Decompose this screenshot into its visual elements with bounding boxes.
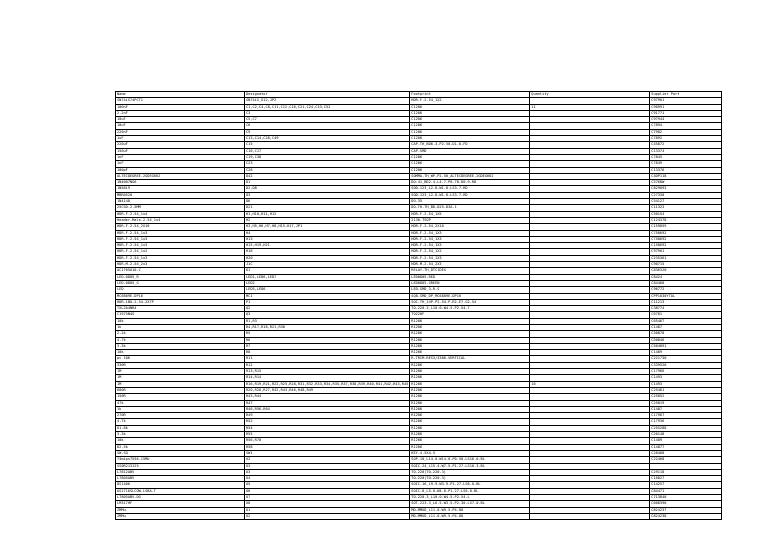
cell-supplier-part: C13374 [650, 148, 722, 154]
cell-footprint: SOP-10_L14.0-W14.0-P0.50-LS16.0-BL [410, 457, 530, 463]
cell-name: Header-Male-2.54_1x4 [116, 217, 245, 223]
cell-supplier-part: C504891 [650, 343, 722, 349]
cell-name: HDR-F-2.54_1x3 [116, 243, 245, 249]
cell-supplier-part: C27330 [650, 192, 722, 198]
cell-name: 2.2k [116, 331, 245, 337]
cell-designator: U4 [245, 476, 410, 482]
cell-footprint: C1206 [410, 154, 530, 160]
cell-name: LED [116, 287, 245, 293]
cell-designator: C19,C38 [245, 154, 410, 160]
cell-supplier-part: C1489 [650, 438, 722, 444]
cell-footprint: C1206 [410, 161, 530, 167]
cell-supplier-part: C713840 [650, 495, 722, 501]
cell-footprint: R1206 [410, 419, 530, 425]
cell-footprint: SOIC-16_L9.9-W3.9-P1.27-LS6.0-BL [410, 482, 530, 488]
cell-supplier-part: C836320 [650, 268, 722, 274]
cell-name: 61.8k [116, 425, 245, 431]
cell-name: SW-SQ [116, 450, 245, 456]
cell-supplier-part: C17966 [650, 369, 722, 375]
cell-supplier-part: C54127 [650, 199, 722, 205]
cell-name: 1nF [116, 154, 245, 160]
cell-footprint: HDR-F-2.54_1X3 [410, 230, 530, 236]
cell-supplier-part: C50846 [650, 337, 722, 343]
cell-designator: H15,H19,H21 [245, 243, 410, 249]
cell-designator: R16,R19,R21,R22,R25,R28,R31,R32,R33,R34,R35,R37,R38,R39,R40,R41,R42,R43,R45 [246, 381, 409, 386]
cell-name: 1k [116, 324, 245, 330]
cell-supplier-part: C159859 [650, 224, 722, 230]
cell-designator: LED5,LED6 [245, 287, 410, 293]
cell-name: ALTECDEGREE-2GDEG662 [116, 173, 245, 179]
cell-name: 1M [116, 369, 245, 375]
cell-footprint: DO-TH-TH_BD-D25-D3A-1 [410, 205, 530, 211]
cell-designator: R47 [245, 400, 410, 406]
cell-supplier-part: C4DP118 [650, 173, 722, 179]
cell-name: L7805ABV [116, 476, 245, 482]
cell-supplier-part: C750692 [650, 230, 722, 236]
cell-name: SS0R213125 [116, 463, 245, 469]
cell-name: 2.2nF [116, 110, 245, 116]
cell-footprint: TO-220-3_L10.0-W4.5-P2.54-T [410, 306, 530, 312]
cell-footprint: C1206 [410, 123, 530, 129]
cell-footprint: R1206 [410, 387, 530, 393]
cell-footprint: R1206 [410, 413, 530, 419]
cell-designator: R56,R70 [245, 438, 410, 444]
cell-footprint: R1206 [410, 362, 530, 368]
cell-footprint: HDR-F-2.54_1X2 [410, 98, 530, 104]
cell-designator: C9 [245, 129, 410, 135]
cell-name: HDR-F-2.54_1x3 [116, 236, 245, 242]
cell-footprint: DO-35 [410, 199, 530, 205]
cell-supplier-part: C14257 [650, 482, 722, 488]
cell-supplier-part: C84468 [650, 280, 722, 286]
cell-designator: D6 [245, 199, 410, 205]
cell-designator: H20 [245, 255, 410, 261]
cell-name: 25CSD-2.5MM [116, 205, 245, 211]
cell-name: HDR-F-2.54_1x3 [116, 230, 245, 236]
cell-designator: C3 [245, 110, 410, 116]
cell-name: LED-0805_R [116, 274, 245, 280]
cell-designator: C13,C14,C28,C49 [245, 136, 410, 142]
cell-designator: J1C [245, 262, 410, 268]
cell-name: 220nF [116, 129, 245, 135]
cell-designator: C26 [245, 167, 410, 173]
cell-name: LM317HF [116, 501, 245, 507]
cell-footprint: DO-41_BD2.4-L4.7-P8.70-D0.9-RD [410, 180, 530, 186]
cell-supplier-part: C16827 [650, 476, 722, 482]
cell-supplier-part: C1493 [650, 375, 722, 381]
cell-footprint: R1206 [410, 394, 530, 400]
cell-footprint: CAP-SMD [410, 148, 530, 154]
cell-quantity: 16 [530, 381, 650, 387]
cell-designator: U2 [245, 513, 410, 519]
bom-table [115, 91, 722, 520]
cell-name: 4.7k [116, 337, 245, 343]
cell-name: 1k [116, 406, 245, 412]
cell-supplier-part: C38774 [650, 306, 722, 312]
cell-footprint: R1206 [410, 432, 530, 438]
cell-designator: R20,R26,R27,R42,R43,R46,R48,R49 [245, 387, 410, 393]
cell-footprint: C1206 [410, 167, 530, 173]
cell-supplier-part: C1487 [650, 324, 722, 330]
cell-designator: D2,D8 [245, 186, 410, 192]
cell-supplier-part: C91771 [650, 110, 722, 116]
cell-name: 10k [116, 350, 245, 356]
cell-name: 270R [116, 413, 245, 419]
cell-footprint: TO-220-3_L10.0-W4.5-P2.54-L [410, 495, 530, 501]
cell-footprint: 2130-TSOP [410, 217, 530, 223]
cell-designator: H16 [245, 249, 410, 255]
cell-name: HDR-F-2.54_1x2 [116, 249, 245, 255]
cell-designator: MC1 [245, 293, 410, 299]
cell-designator: R46,R56,R64 [245, 406, 410, 412]
cell-name: 10uF [116, 117, 245, 123]
cell-name: 100pF [116, 167, 245, 173]
cell-supplier-part: C824238 [650, 513, 722, 519]
cell-supplier-part: C28468 [650, 450, 722, 456]
cell-supplier-part: C829093 [650, 186, 722, 192]
cell-footprint: SOMMA-TH_WP-P2.50_ALTECDEGREE-2GDEG662 [410, 173, 530, 179]
cell-supplier-part: C124378 [650, 217, 722, 223]
cell-supplier-part: C45872 [650, 142, 722, 148]
cell-designator: U6 [245, 488, 410, 494]
cell-footprint: R1206 [410, 425, 530, 431]
column-header-footprint: Footprint [410, 92, 530, 98]
cell-supplier-part: C97944 [650, 117, 722, 123]
cell-footprint: SOD-123_L2.8-W1.8-LS3.7-RD [410, 186, 530, 192]
cell-designator: U3 [245, 463, 410, 469]
cell-name: AC1705A10-C [116, 268, 245, 274]
cell-footprint: RELAY-TH_DTC1DEX [410, 268, 530, 274]
cell-designator: SN74LS_U12,JP2 [245, 98, 410, 104]
cell-name: SN74LS74PCT1 [116, 98, 245, 104]
cell-designator: Q2 [245, 306, 410, 312]
cell-supplier-part: C25052 [650, 394, 722, 400]
cell-supplier-part: C13376 [650, 167, 722, 173]
cell-footprint: SOD-123_L2.8-W1.8-LS3.7-RD [410, 192, 530, 198]
cell-name: ZMMu [116, 513, 245, 519]
cell-designator: H2 [245, 217, 410, 223]
column-header-supplier-part: Supplier Part [650, 92, 722, 98]
cell-name: 74mips7556-15MU [116, 457, 245, 463]
cell-name: 150uF [116, 148, 245, 154]
cell-designator: R54 [245, 425, 410, 431]
cell-name: ZMMu [116, 507, 245, 513]
cell-quantity: 11 [530, 104, 650, 110]
table-body [116, 98, 722, 520]
cell-footprint: LED-SMD_3-R-S [410, 287, 530, 293]
cell-name: LED-0805_G [116, 280, 245, 286]
cell-footprint: TO220F [410, 312, 530, 318]
cell-footprint: R1206 [410, 375, 530, 381]
column-header-name: Name [116, 92, 245, 98]
cell-footprint: CAP-TH_BD6.3-P2.50-D1.0-FD [410, 142, 530, 148]
cell-supplier-part: C158692 [650, 243, 722, 249]
cell-designator: C23 [245, 161, 410, 167]
cell-supplier-part: C17936 [650, 419, 722, 425]
cell-designator: C16,C17 [245, 148, 410, 154]
cell-supplier-part: C758692 [650, 236, 722, 242]
cell-footprint: SOIC-24_L15.4-W7.5-P1.27-LS10.3-BL [410, 463, 530, 469]
cell-supplier-part: C1487 [650, 406, 722, 412]
cell-designator: K1 [245, 268, 410, 274]
cell-footprint: R1206 [410, 400, 530, 406]
cell-designator: U5 [245, 482, 410, 488]
cell-name: 3.3k [116, 432, 245, 438]
cell-name: AS2716SLCOW-LSBA-T [116, 488, 245, 494]
cell-designator: H13 [245, 236, 410, 242]
cell-designator: H1,H10,H11,H12 [245, 211, 410, 217]
cell-name: TXL2A4NR4 [116, 306, 245, 312]
cell-footprint: R1206 [410, 337, 530, 343]
cell-name: L7812ABV [116, 469, 245, 475]
cell-supplier-part: C339520 [650, 362, 722, 368]
cell-name: 1N4148 [116, 199, 245, 205]
cell-designator: D3 [245, 192, 410, 198]
cell-name: 1M [116, 381, 245, 387]
cell-designator: Q3 [245, 312, 410, 318]
cell-designator: C15 [245, 142, 410, 148]
cell-name: MC6809E-DP16 [116, 293, 245, 299]
cell-footprint: R1206 [410, 343, 530, 349]
cell-footprint: C1206 [410, 117, 530, 123]
cell-name: MBR0520 [116, 192, 245, 198]
cell-footprint: HDR-F-2.54_1X3 [410, 255, 530, 261]
cell-supplier-part: C50154 [650, 211, 722, 217]
cell-footprint: C1206 [410, 104, 530, 110]
cell-supplier-part: C7982 [650, 129, 722, 135]
cell-footprint: R1206 [410, 369, 530, 375]
cell-name: L7805ABV-DG [116, 495, 245, 501]
cell-footprint: R-TRIM-RES3/3386-VERTICAL [410, 356, 530, 362]
cell-designator: R1,R3 [245, 318, 410, 324]
cell-supplier-part: C97901 [650, 98, 722, 104]
cell-supplier-part: C235361 [650, 255, 722, 261]
cell-footprint: TO-220(TO-220-3) [410, 476, 530, 482]
cell-footprint: SOT-223-3_L6.5-W3.5-P2.30-LS7.0-BL [410, 501, 530, 507]
cell-supplier-part: C90715 [650, 262, 722, 268]
cell-designator: U7 [245, 495, 410, 501]
cell-supplier-part: C1493 [650, 381, 722, 387]
cell-name: 10k [116, 438, 245, 444]
cell-name: 1N4007NG6 [116, 180, 245, 186]
cell-name: C1975N4G [116, 312, 245, 318]
column-header-quantity: Quantity [530, 92, 650, 98]
cell-name: 47k [116, 400, 245, 406]
cell-designator: D21 [245, 205, 410, 211]
cell-supplier-part: C11323 [650, 205, 722, 211]
cell-designator: R8 [245, 350, 410, 356]
cell-footprint: R1206 [410, 318, 530, 324]
cell-name: 220uF [116, 142, 245, 148]
cell-name: HDR-M-2.54_2x3 [116, 262, 245, 268]
cell-supplier-part: C255288 [650, 425, 722, 431]
cell-supplier-part: C84471 [650, 488, 722, 494]
cell-name: HDR-1BO-2.54-2X7P [116, 299, 245, 305]
cell-footprint: SOIC-8_L5.0-W4.0-P1.27-LS6.0-BL [410, 488, 530, 494]
cell-name: 1uF [116, 136, 245, 142]
cell-name: 100nF [116, 104, 245, 110]
cell-footprint: R1206 [410, 381, 530, 387]
cell-designator: U8 [245, 501, 410, 507]
cell-footprint: R1206 [410, 350, 530, 356]
cell-name: 10k [116, 318, 245, 324]
cell-footprint: MD-MMUD_L11.0-W9.5-P4.80 [410, 507, 530, 513]
cell-footprint: LED0805-GREEN [410, 280, 530, 286]
cell-designator: U2 [245, 457, 410, 463]
cell-footprint: R1206 [410, 406, 530, 412]
cell-supplier-part: C65467 [650, 318, 722, 324]
cell-designator: R5 [245, 331, 410, 337]
cell-footprint: R1206 [410, 324, 530, 330]
cell-designator: R4,R17,R18,R21,R30 [245, 324, 410, 330]
cell-supplier-part: CPP1030YTAL [650, 293, 722, 299]
cell-footprint: C1206 [410, 110, 530, 116]
cell-supplier-part: C29118 [650, 469, 722, 475]
cell-designator: LED1,LED6,LED7 [245, 274, 410, 280]
cell-name: 3.3k [116, 343, 245, 349]
cell-designator: R58 [245, 444, 410, 450]
cell-name: 10uF [116, 123, 245, 129]
cell-footprint: SOC-TH_14P-P2.54-P-R2-E7-G2.54 [410, 299, 530, 305]
cell-designator: D42 [245, 173, 410, 179]
cell-designator: SW1 [245, 450, 410, 456]
cell-designator: R55 [245, 432, 410, 438]
cell-designator: R14,R14 [245, 375, 410, 381]
cell-footprint: HDR-F-2.54_1X5 [410, 211, 530, 217]
column-header-designator: Designator [245, 92, 410, 98]
cell-footprint: HDR-F-2.54_1X3 [410, 236, 530, 242]
cell-footprint: HDR-F-2.54_2X10 [410, 224, 530, 230]
cell-footprint: C1206 [410, 136, 530, 142]
cell-supplier-part: C7845 [650, 154, 722, 160]
cell-supplier-part: C8424 [650, 274, 722, 280]
cell-designator: R43,R44 [245, 394, 410, 400]
cell-designator: R13,R15 [245, 369, 410, 375]
cell-supplier-part: C221730 [650, 356, 722, 362]
cell-footprint: HDR-F-2.54_1X2 [410, 249, 530, 255]
cell-supplier-part: C7894 [650, 123, 722, 129]
cell-supplier-part: C824237 [650, 507, 722, 513]
cell-supplier-part: C5768W [650, 180, 722, 186]
cell-name: 1nF [116, 161, 245, 167]
cell-footprint: LED0805-RED [410, 274, 530, 280]
cell-supplier-part: C17967 [650, 413, 722, 419]
cell-designator: U1 [245, 507, 410, 513]
cell-designator: C5,C7 [245, 117, 410, 123]
cell-name: HDR-F-2.54_1x3 [116, 255, 245, 261]
cell-designator: D1 [245, 180, 410, 186]
cell-designator: C1,C2,C4,C8,C11,C12,C16,C21,C24,C33,C52 [245, 104, 410, 110]
cell-name: HDR-F-2.54_2X10 [116, 224, 245, 230]
cell-designator: P1 [245, 299, 410, 305]
cell-supplier-part: C25461 [650, 387, 722, 393]
cell-name: DS1406 [116, 482, 245, 488]
cell-name: 330R [116, 362, 245, 368]
cell-designator: R7 [245, 343, 410, 349]
cell-supplier-part: C1489 [650, 350, 722, 356]
cell-supplier-part: C7849 [650, 161, 722, 167]
cell-supplier-part: C90991 [650, 104, 722, 110]
cell-supplier-part: C6781 [650, 312, 722, 318]
cell-supplier-part: C25819 [650, 400, 722, 406]
cell-name: 4.7k [116, 419, 245, 425]
cell-designator: H3,H5,H6,H7,H8,H15,H17,JP1 [245, 224, 410, 230]
cell-footprint: R1206 [410, 444, 530, 450]
cell-supplier-part: C22468 [650, 457, 722, 463]
cell-supplier-part: C11213 [650, 299, 722, 305]
cell-designator: R6 [245, 337, 410, 343]
cell-footprint: R1206 [410, 438, 530, 444]
cell-footprint: MD-MMUD_L11.0-W9.5-P4.80 [410, 513, 530, 519]
cell-footprint: R1206 [410, 331, 530, 337]
cell-footprint: KEY-4.5X4.5 [410, 450, 530, 456]
cell-designator: R52 [245, 419, 410, 425]
cell-name: 1M [116, 375, 245, 381]
cell-footprint: HDR-F-2.54_1X3 [410, 243, 530, 249]
cell-supplier-part: C50878 [650, 331, 722, 337]
cell-name: 1N5819 [116, 186, 245, 192]
cell-designator: LED2 [245, 280, 410, 286]
cell-name: 82.5k [116, 444, 245, 450]
cell-supplier-part: C14877 [650, 444, 722, 450]
cell-footprint: HDR-M-2.54_2X3 [410, 262, 530, 268]
cell-name: pc 10K [116, 356, 245, 362]
cell-supplier-part: C96772 [650, 287, 722, 293]
cell-footprint: C1206 [410, 129, 530, 135]
cell-footprint: TO-220(TO-220-3) [410, 469, 530, 475]
cell-supplier-part: C97901 [650, 249, 722, 255]
cell-designator: R11 [245, 356, 410, 362]
cell-name: HDR-F-2.54_1x4 [116, 211, 245, 217]
cell-designator: H4 [245, 230, 410, 236]
cell-name: 680R [116, 387, 245, 393]
cell-designator: R49 [245, 413, 410, 419]
cell-name: 150R [116, 394, 245, 400]
cell-quantity [530, 513, 650, 519]
cell-footprint: SO8-SMD_DP_MC6809E-DP16 [410, 293, 530, 299]
cell-supplier-part: C608390 [650, 501, 722, 507]
cell-designator: R12 [245, 362, 410, 368]
cell-designator: C6 [245, 123, 410, 129]
cell-supplier-part: C7892 [650, 136, 722, 142]
table-row [116, 513, 722, 519]
cell-designator: U3 [245, 469, 410, 475]
cell-supplier-part: C20148 [650, 432, 722, 438]
